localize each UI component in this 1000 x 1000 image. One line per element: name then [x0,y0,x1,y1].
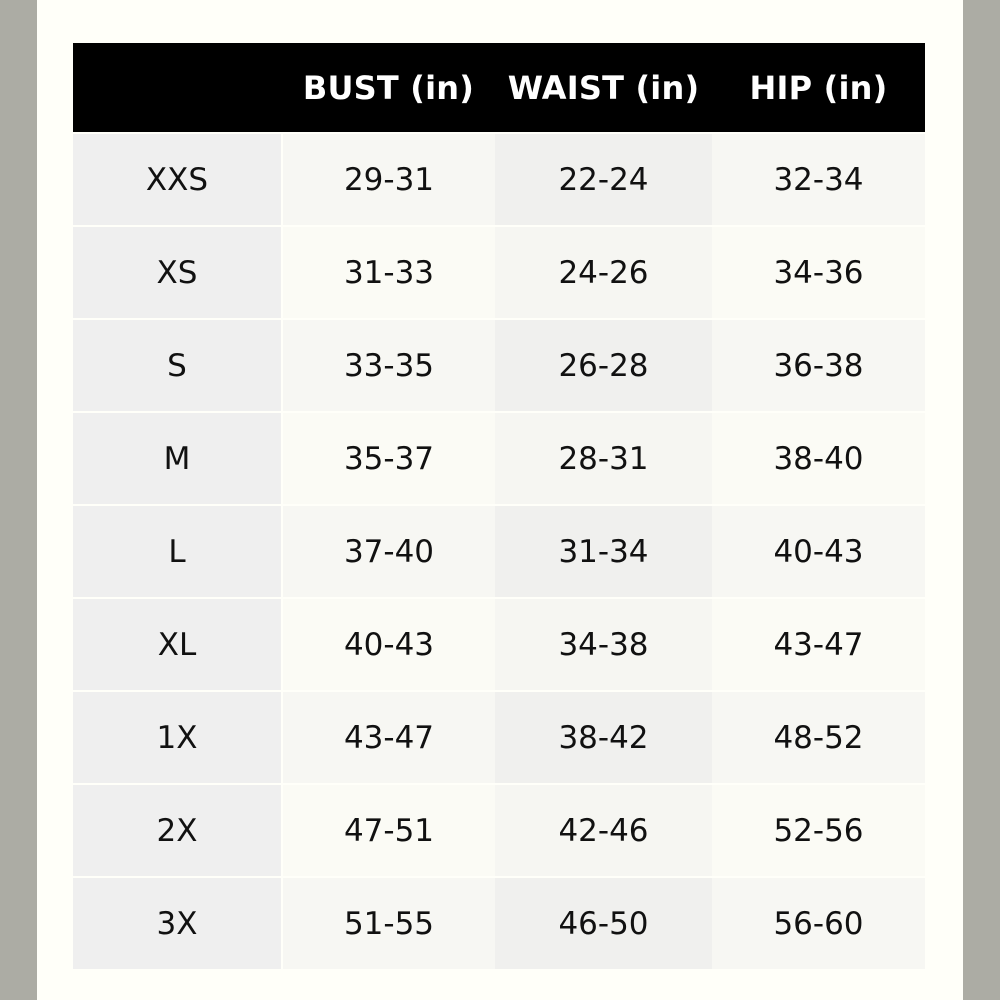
size-label: XS [73,226,282,319]
waist-value: 46-50 [495,877,712,969]
waist-value: 22-24 [495,133,712,226]
table-row [73,133,925,226]
bust-value: 43-47 [282,691,495,784]
waist-value: 26-28 [495,319,712,412]
hip-value: 32-34 [712,133,925,226]
header-size [73,43,282,133]
table-row [73,412,925,505]
waist-value: 38-42 [495,691,712,784]
bust-value: 31-33 [282,226,495,319]
header-waist: WAIST (in) [495,43,712,133]
bust-value: 47-51 [282,784,495,877]
waist-value: 28-31 [495,412,712,505]
table-row [73,784,925,877]
size-label: M [73,412,282,505]
table-row [73,691,925,784]
bust-value: 51-55 [282,877,495,969]
hip-value: 36-38 [712,319,925,412]
table-row [73,505,925,598]
size-label: 1X [73,691,282,784]
size-label: S [73,319,282,412]
size-label: XL [73,598,282,691]
size-label: 3X [73,877,282,969]
bust-value: 40-43 [282,598,495,691]
waist-value: 42-46 [495,784,712,877]
header-hip: HIP (in) [712,43,925,133]
hip-value: 52-56 [712,784,925,877]
hip-value: 56-60 [712,877,925,969]
bust-value: 37-40 [282,505,495,598]
bust-value: 35-37 [282,412,495,505]
table-row [73,598,925,691]
table-row [73,226,925,319]
size-chart-page [37,0,963,1000]
hip-value: 48-52 [712,691,925,784]
table-row [73,319,925,412]
size-label: XXS [73,133,282,226]
size-label: 2X [73,784,282,877]
hip-value: 34-36 [712,226,925,319]
bust-value: 29-31 [282,133,495,226]
hip-value: 40-43 [712,505,925,598]
size-label: L [73,505,282,598]
table-row [73,877,925,969]
hip-value: 43-47 [712,598,925,691]
header-row [73,43,925,133]
hip-value: 38-40 [712,412,925,505]
size-chart-table [73,43,925,969]
waist-value: 34-38 [495,598,712,691]
bust-value: 33-35 [282,319,495,412]
waist-value: 24-26 [495,226,712,319]
header-bust: BUST (in) [282,43,495,133]
waist-value: 31-34 [495,505,712,598]
